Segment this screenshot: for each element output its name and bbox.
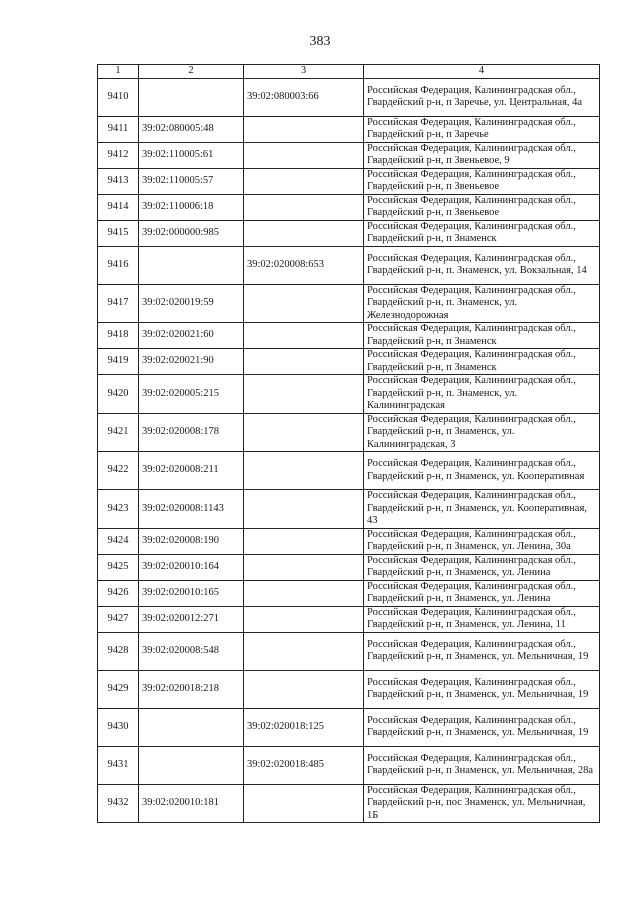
cadastral-number-alt bbox=[244, 413, 364, 452]
page-number: 383 bbox=[309, 34, 331, 49]
row-number: 9428 bbox=[98, 632, 139, 670]
table-row bbox=[98, 323, 600, 349]
row-number: 9416 bbox=[98, 246, 139, 284]
cadastral-number-alt bbox=[244, 284, 364, 323]
row-number: 9431 bbox=[98, 746, 139, 784]
cadastral-number: 39:02:020010:165 bbox=[139, 580, 244, 606]
address: Российская Федерация, Калининградская обл., Гвардейский р-н, п Знаменск, ул. Ленина bbox=[364, 580, 600, 606]
table-row bbox=[98, 78, 600, 116]
cadastral-number: 39:02:020018:218 bbox=[139, 670, 244, 708]
table-row bbox=[98, 490, 600, 529]
row-number: 9415 bbox=[98, 220, 139, 246]
table-row bbox=[98, 194, 600, 220]
cadastral-number-alt bbox=[244, 194, 364, 220]
cadastral-number: 39:02:020010:181 bbox=[139, 784, 244, 823]
cadastral-number: 39:02:110005:57 bbox=[139, 168, 244, 194]
row-number: 9411 bbox=[98, 116, 139, 142]
table-row bbox=[98, 554, 600, 580]
header-col-1: 1 bbox=[98, 65, 139, 79]
cadastral-number-alt bbox=[244, 606, 364, 632]
row-number: 9423 bbox=[98, 490, 139, 529]
table-row bbox=[98, 708, 600, 746]
table-row bbox=[98, 168, 600, 194]
table-row bbox=[98, 220, 600, 246]
cadastral-number-alt bbox=[244, 220, 364, 246]
cadastral-number-alt bbox=[244, 528, 364, 554]
cadastral-number-alt bbox=[244, 375, 364, 414]
cadastral-number bbox=[139, 246, 244, 284]
cadastral-number: 39:02:110005:61 bbox=[139, 142, 244, 168]
header-col-3: 3 bbox=[244, 65, 364, 79]
header-col-4: 4 bbox=[364, 65, 600, 79]
cadastral-number: 39:02:000000:985 bbox=[139, 220, 244, 246]
table-row bbox=[98, 413, 600, 452]
address: Российская Федерация, Калининградская обл., Гвардейский р-н, п Знаменск, ул. Ленина, 30а bbox=[364, 528, 600, 554]
cadastral-number-alt bbox=[244, 349, 364, 375]
row-number: 9418 bbox=[98, 323, 139, 349]
table-row bbox=[98, 142, 600, 168]
cadastral-number-alt bbox=[244, 580, 364, 606]
address: Российская Федерация, Калининградская обл., Гвардейский р-н, п. Знаменск, ул. Вокзальная, 14 bbox=[364, 246, 600, 284]
address: Российская Федерация, Калининградская обл., Гвардейский р-н, п Звеньевое, 9 bbox=[364, 142, 600, 168]
table-row bbox=[98, 784, 600, 823]
header-row bbox=[98, 65, 600, 79]
table-row bbox=[98, 375, 600, 414]
cadastral-number: 39:02:020008:178 bbox=[139, 413, 244, 452]
address: Российская Федерация, Калининградская обл., Гвардейский р-н, п Знаменск bbox=[364, 349, 600, 375]
address: Российская Федерация, Калининградская обл., Гвардейский р-н, п Знаменск, ул. Кооперативная, 43 bbox=[364, 490, 600, 529]
cadastral-number-alt: 39:02:080003:66 bbox=[244, 78, 364, 116]
row-number: 9425 bbox=[98, 554, 139, 580]
cadastral-number-alt: 39:02:020018:125 bbox=[244, 708, 364, 746]
cadastral-number: 39:02:020010:164 bbox=[139, 554, 244, 580]
row-number: 9422 bbox=[98, 452, 139, 490]
row-number: 9432 bbox=[98, 784, 139, 823]
registry-table bbox=[97, 64, 600, 823]
cadastral-number: 39:02:020012:271 bbox=[139, 606, 244, 632]
row-number: 9412 bbox=[98, 142, 139, 168]
address: Российская Федерация, Калининградская обл., Гвардейский р-н, п Знаменск, ул. Калининградская, 3 bbox=[364, 413, 600, 452]
row-number: 9413 bbox=[98, 168, 139, 194]
row-number: 9430 bbox=[98, 708, 139, 746]
cadastral-number: 39:02:020008:190 bbox=[139, 528, 244, 554]
address: Российская Федерация, Калининградская обл., Гвардейский р-н, п Звеньевое bbox=[364, 168, 600, 194]
row-number: 9427 bbox=[98, 606, 139, 632]
table-row bbox=[98, 670, 600, 708]
table-row bbox=[98, 246, 600, 284]
address: Российская Федерация, Калининградская обл., Гвардейский р-н, п Знаменск, ул. Ленина, 11 bbox=[364, 606, 600, 632]
row-number: 9414 bbox=[98, 194, 139, 220]
cadastral-number-alt bbox=[244, 490, 364, 529]
address: Российская Федерация, Калининградская обл., Гвардейский р-н, п Знаменск bbox=[364, 323, 600, 349]
cadastral-number-alt bbox=[244, 168, 364, 194]
table-row bbox=[98, 452, 600, 490]
address: Российская Федерация, Калининградская обл., Гвардейский р-н, п Знаменск, ул. Мельничная, 28а bbox=[364, 746, 600, 784]
table-row bbox=[98, 632, 600, 670]
table-row bbox=[98, 746, 600, 784]
cadastral-number-alt: 39:02:020008:653 bbox=[244, 246, 364, 284]
row-number: 9424 bbox=[98, 528, 139, 554]
row-number: 9429 bbox=[98, 670, 139, 708]
address: Российская Федерация, Калининградская обл., Гвардейский р-н, п Заречье bbox=[364, 116, 600, 142]
address: Российская Федерация, Калининградская обл., Гвардейский р-н, п Звеньевое bbox=[364, 194, 600, 220]
cadastral-number: 39:02:110006:18 bbox=[139, 194, 244, 220]
cadastral-number: 39:02:020021:90 bbox=[139, 349, 244, 375]
cadastral-number: 39:02:020019:59 bbox=[139, 284, 244, 323]
table-row bbox=[98, 116, 600, 142]
table-row bbox=[98, 284, 600, 323]
table-row bbox=[98, 528, 600, 554]
header-col-2: 2 bbox=[139, 65, 244, 79]
cadastral-number-alt bbox=[244, 452, 364, 490]
cadastral-number-alt bbox=[244, 323, 364, 349]
cadastral-number: 39:02:020008:211 bbox=[139, 452, 244, 490]
row-number: 9420 bbox=[98, 375, 139, 414]
row-number: 9417 bbox=[98, 284, 139, 323]
cadastral-number: 39:02:020008:548 bbox=[139, 632, 244, 670]
table-row bbox=[98, 349, 600, 375]
cadastral-number bbox=[139, 708, 244, 746]
address: Российская Федерация, Калининградская обл., Гвардейский р-н, п Знаменск, ул. Кооперативная bbox=[364, 452, 600, 490]
cadastral-number: 39:02:080005:48 bbox=[139, 116, 244, 142]
table-row bbox=[98, 606, 600, 632]
cadastral-number-alt bbox=[244, 784, 364, 823]
cadastral-number-alt bbox=[244, 554, 364, 580]
address: Российская Федерация, Калининградская обл., Гвардейский р-н, п Знаменск bbox=[364, 220, 600, 246]
cadastral-number-alt bbox=[244, 142, 364, 168]
row-number: 9421 bbox=[98, 413, 139, 452]
cadastral-number: 39:02:020008:1143 bbox=[139, 490, 244, 529]
cadastral-number-alt: 39:02:020018:485 bbox=[244, 746, 364, 784]
cadastral-number-alt bbox=[244, 116, 364, 142]
address: Российская Федерация, Калининградская обл., Гвардейский р-н, пос Знаменск, ул. Мельничная, 1Б bbox=[364, 784, 600, 823]
row-number: 9410 bbox=[98, 78, 139, 116]
cadastral-number: 39:02:020021:60 bbox=[139, 323, 244, 349]
address: Российская Федерация, Калининградская обл., Гвардейский р-н, п Знаменск, ул. Ленина bbox=[364, 554, 600, 580]
table-row bbox=[98, 580, 600, 606]
address: Российская Федерация, Калининградская обл., Гвардейский р-н, п Заречье, ул. Центральная, 4а bbox=[364, 78, 600, 116]
address: Российская Федерация, Калининградская обл., Гвардейский р-н, п Знаменск, ул. Мельничная, 19 bbox=[364, 670, 600, 708]
cadastral-number-alt bbox=[244, 670, 364, 708]
address: Российская Федерация, Калининградская обл., Гвардейский р-н, п. Знаменск, ул. Железнодорожная bbox=[364, 284, 600, 323]
address: Российская Федерация, Калининградская обл., Гвардейский р-н, п Знаменск, ул. Мельничная, 19 bbox=[364, 708, 600, 746]
address: Российская Федерация, Калининградская обл., Гвардейский р-н, п Знаменск, ул. Мельничная, 19 bbox=[364, 632, 600, 670]
cadastral-number: 39:02:020005:215 bbox=[139, 375, 244, 414]
address: Российская Федерация, Калининградская обл., Гвардейский р-н, п. Знаменск, ул. Калининградская bbox=[364, 375, 600, 414]
cadastral-number-alt bbox=[244, 632, 364, 670]
row-number: 9426 bbox=[98, 580, 139, 606]
cadastral-number bbox=[139, 78, 244, 116]
row-number: 9419 bbox=[98, 349, 139, 375]
cadastral-number bbox=[139, 746, 244, 784]
